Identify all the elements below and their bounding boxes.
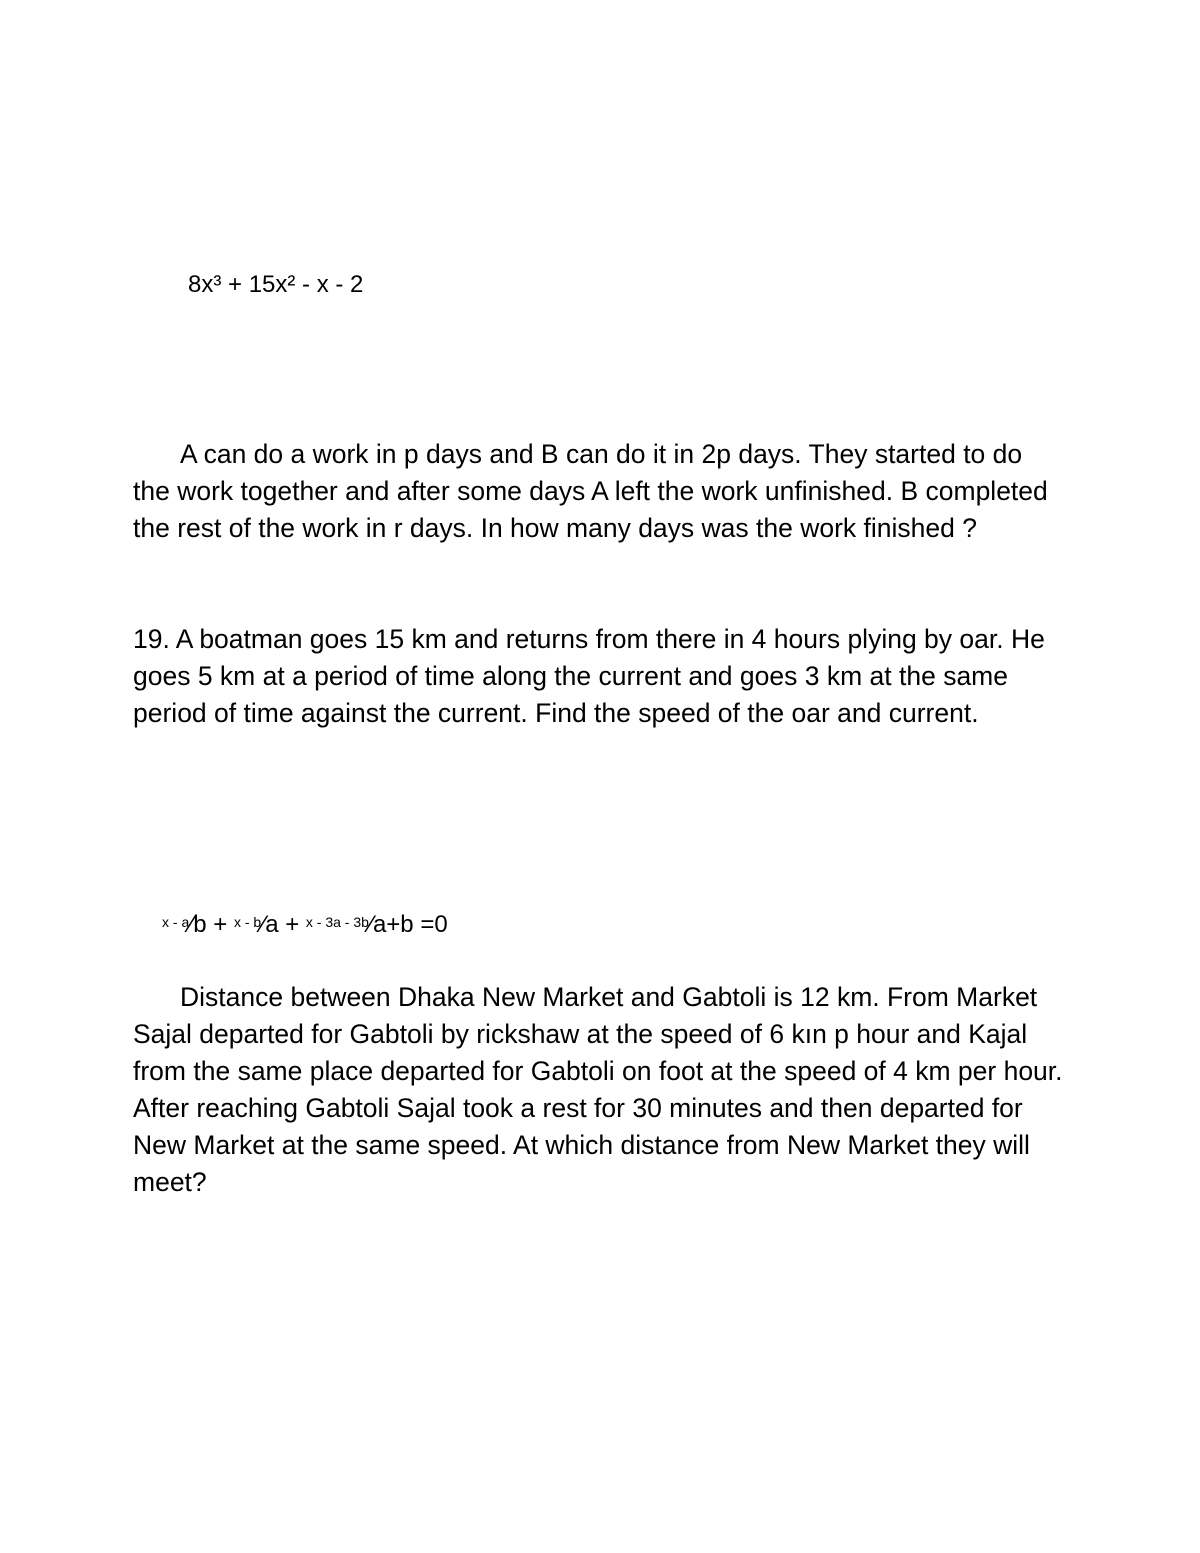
equation-denominator-1: ⁄b + [189,911,234,938]
equation-denominator-3: ⁄a+b =0 [368,911,448,938]
work-problem-paragraph: A can do a work in p days and B can do it in 2p days. They started to do the work together and after some days A left the work unfinished. B completed the rest of the work in r days. In how many days was the work finished ? [133,439,1048,543]
equation-numerator-2: x - b [233,914,262,930]
equation-numerator-3: x - 3a - 3b [305,914,369,930]
boatman-problem-paragraph: 19. A boatman goes 15 km and returns from there in 4 hours plying by oar. He goes 5 km at a period of time along the current and goes 3 km at the same period of time against the current. Find the speed of the oar and current. [133,624,1045,728]
fraction-equation [162,905,448,942]
equation-numerator-1: x - a [162,914,190,930]
equation-denominator-2: ⁄a + [261,911,306,938]
polynomial-expression: 8x³ + 15x² - x - 2 [188,271,364,298]
distance-problem-paragraph: Distance between Dhaka New Market and Gabtoli is 12 km. From Market Sajal departed for Gabtoli by rickshaw at the speed of 6 kın p hour and Kajal from the same place departed for Gabtoli on foot at the speed of 4 km per hour. After reaching Gabtoli Sajal took a rest for 30 minutes and then departed for New Market at the same speed. At which distance from New Market they will meet? [133,982,1063,1197]
